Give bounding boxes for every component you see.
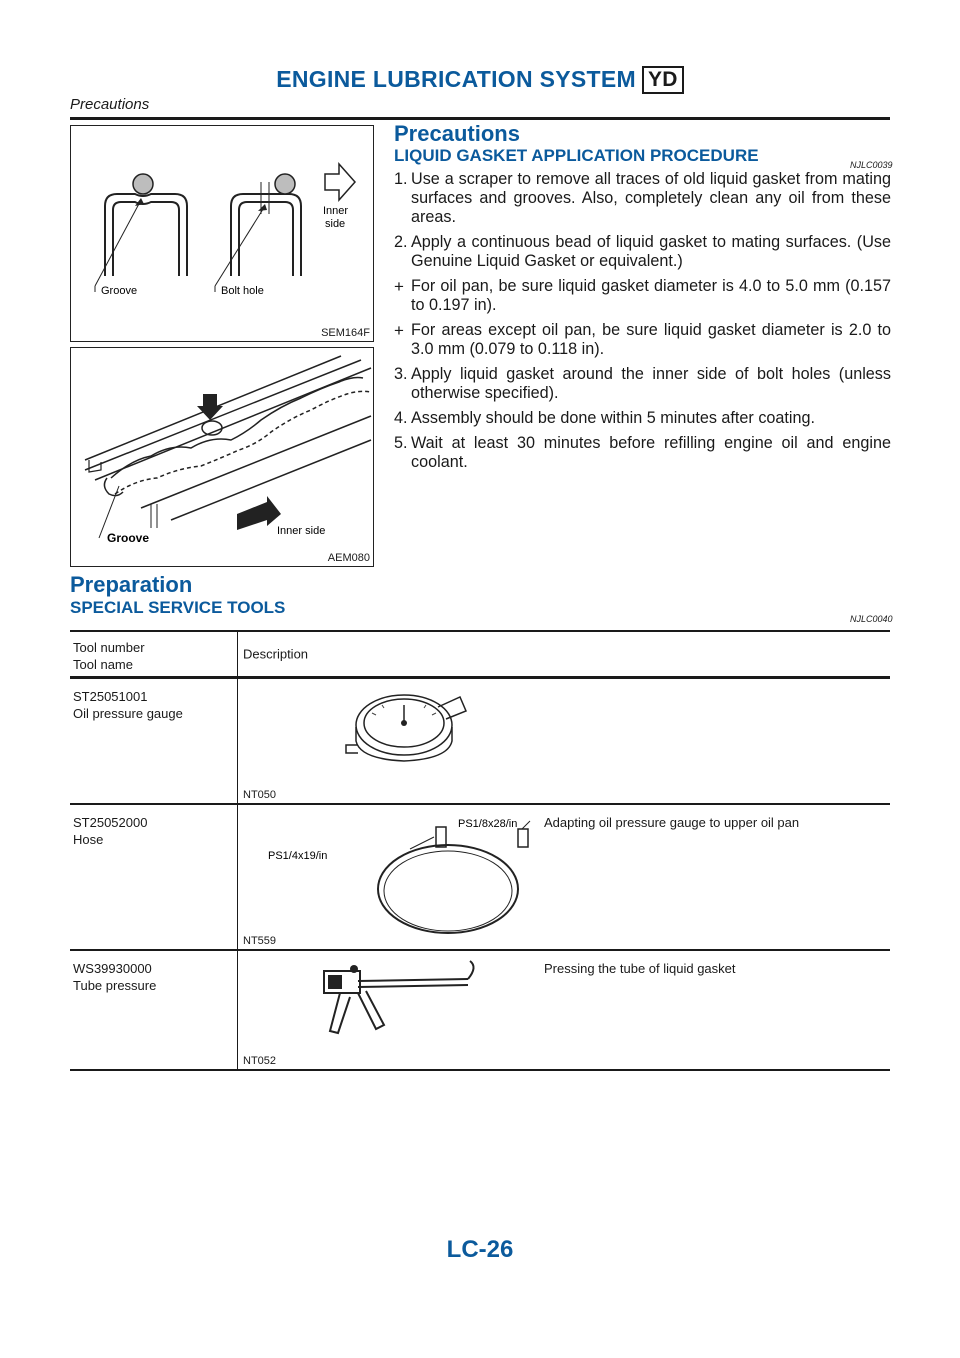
special-service-tools-table — [70, 630, 890, 1071]
tool-image-code: NT050 — [243, 789, 277, 801]
tool-image — [238, 679, 538, 803]
procedure-step: 2. Apply a continuous bead of liquid gasket to mating surfaces. (Use Genuine Liquid Gasket or equivalent.) — [394, 233, 891, 270]
table-header-row — [70, 632, 890, 679]
procedure-bullet: + For areas except oil pan, be sure liquid gasket diameter is 2.0 to 3.0 mm (0.079 to 0.118 in). — [394, 321, 891, 358]
procedure-bullet: + For oil pan, be sure liquid gasket diameter is 4.0 to 5.0 mm (0.157 to 0.197 in). — [394, 277, 891, 314]
tool-name: Tube pressure — [73, 978, 157, 993]
groove-bolt-hole-illustration — [71, 126, 373, 341]
figure-code: AEM080 — [327, 552, 370, 564]
header-description: Description — [243, 646, 309, 662]
model-code-badge: YD — [642, 66, 684, 94]
tool-name: Hose — [73, 832, 104, 847]
special-service-tools-title: SPECIAL SERVICE TOOLS — [70, 598, 286, 617]
header-divider — [70, 117, 890, 120]
tube-pressure-illustration — [318, 957, 488, 1047]
tool-number: WS39930000 — [73, 961, 152, 976]
section-title: ENGINE LUBRICATION SYSTEM — [276, 66, 636, 92]
tool-number: ST25051001 — [73, 689, 148, 704]
preparation-heading: Preparation — [70, 572, 193, 597]
procedure-step: 1. Use a scraper to remove all traces of old liquid gasket from mating surfaces and grooves. Also, completely clean any oil from these areas. — [394, 170, 891, 226]
procedure-step: 3. Apply liquid gasket around the inner side of bolt holes (unless otherwise specified). — [394, 365, 891, 402]
tool-number: ST25052000 — [73, 815, 148, 830]
section-reference-code: NJLC0040 — [850, 614, 893, 624]
precautions-heading: Precautions — [394, 121, 520, 146]
tool-name: Oil pressure gauge — [73, 706, 183, 721]
oil-pressure-gauge-illustration — [338, 689, 478, 779]
label-groove: Groove — [107, 531, 150, 545]
procedure-step: 4. Assembly should be done within 5 minutes after coating. — [394, 409, 816, 427]
label-side: side — [325, 218, 346, 230]
page-number: LC-26 — [446, 1236, 514, 1263]
tool-image — [238, 951, 538, 1069]
fitting-label-left: PS1/4x19/in — [268, 850, 328, 862]
figure-groove-bolt-hole — [70, 125, 374, 342]
hose-illustration — [238, 809, 538, 939]
label-inner-side: Inner side — [277, 525, 326, 537]
liquid-gasket-section-title: LIQUID GASKET APPLICATION PROCEDURE — [394, 146, 759, 165]
procedure-step: 5. Wait at least 30 minutes before refilling engine oil and engine coolant. — [394, 434, 891, 471]
figure-code: SEM164F — [321, 327, 370, 339]
tool-description: Pressing the tube of liquid gasket — [544, 961, 736, 976]
precautions-procedure — [394, 170, 891, 478]
page-header-title — [0, 66, 960, 94]
tool-description: Adapting oil pressure gauge to upper oil pan — [544, 815, 800, 830]
label-bolt-hole: Bolt hole — [221, 285, 264, 297]
tool-image-code: NT052 — [243, 1055, 277, 1067]
gasket-bead-illustration — [71, 348, 373, 566]
header-tool-number-name: Tool number Tool name — [70, 632, 238, 676]
figure-gasket-bead — [70, 347, 374, 567]
fitting-label-right: PS1/8x28/in — [458, 818, 518, 830]
table-row — [70, 805, 890, 951]
label-inner: Inner — [323, 205, 349, 217]
tool-image — [238, 805, 538, 949]
tool-image-code: NT559 — [243, 935, 277, 947]
label-groove: Groove — [101, 285, 138, 297]
page-subtitle: Precautions — [70, 96, 150, 113]
table-row — [70, 951, 890, 1071]
table-row — [70, 679, 890, 805]
section-reference-code: NJLC0039 — [850, 160, 893, 170]
